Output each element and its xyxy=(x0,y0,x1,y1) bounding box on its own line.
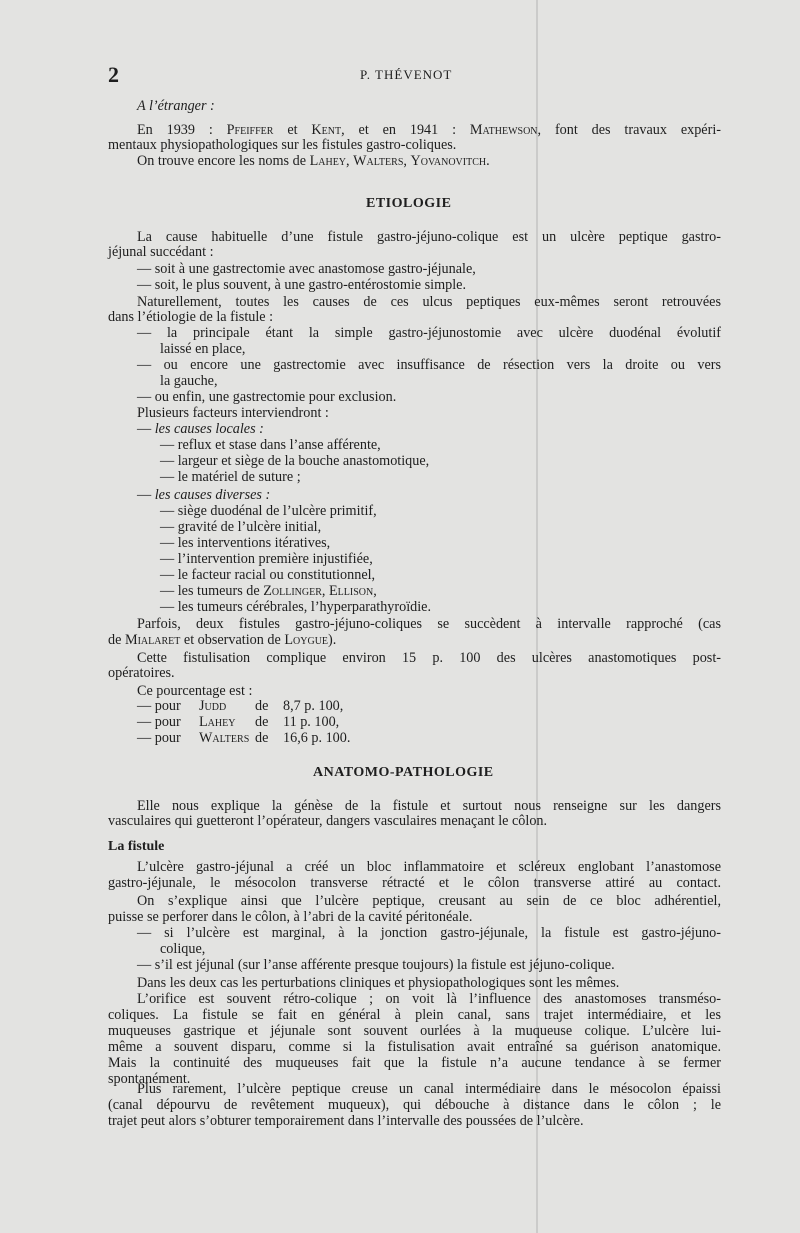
list-item: — siège duodénal de l’ulcère primitif, xyxy=(160,503,377,519)
paragraph-line: Mais la continuité des muqueuses fait que la fistule n’a aucune tendance à se fermer xyxy=(108,1055,721,1071)
list-item: — soit, le plus souvent, à une gastro-entérostomie simple. xyxy=(137,277,467,293)
list-item: — si l’ulcère est marginal, à la jonction gastro-jéjunale, la fistule est gastro-jéjuno- xyxy=(137,925,721,941)
section-heading-etiologie: ETIOLOGIE xyxy=(366,196,452,211)
page-number: 2 xyxy=(108,62,119,87)
intro-line: mentaux physiopathologiques sur les fistules gastro-coliques. xyxy=(108,137,457,153)
paragraph-line: jéjunal succédant : xyxy=(108,244,214,260)
paragraph-line: Parfois, deux fistules gastro-jéjuno-coliques se succèdent à intervalle rapproché (cas xyxy=(137,616,721,632)
paragraph-line: même a souvent disparu, comme si la fistulisation avait entraîné sa guérison anatomique. xyxy=(108,1039,721,1055)
list-item: — les tumeurs cérébrales, l’hyperparathyroïdie. xyxy=(160,599,432,615)
paragraph-line: de Mialaret et observation de Loygue). xyxy=(108,632,337,648)
paragraph-line: L’ulcère gastro-jéjunal a créé un bloc inflammatoire et scléreux englobant l’anastomose xyxy=(137,859,721,875)
list-item: colique, xyxy=(160,941,206,957)
paragraph-line: L’orifice est souvent rétro-colique ; on voit là l’influence des anastomoses transméso- xyxy=(137,991,721,1007)
paragraph-line: (canal dépourvu de revêtement muqueux), qui débouche à distance dans le côlon ; le xyxy=(108,1097,721,1113)
page-header xyxy=(108,62,722,88)
intro-line: En 1939 : Pfeiffer et Kent, et en 1941 : Mathewson, font des travaux expéri- xyxy=(137,122,721,138)
list-item: — largeur et siège de la bouche anastomotique, xyxy=(160,453,430,469)
paragraph-line: On s’explique ainsi que l’ulcère peptique, creusant au sein de ce bloc adhérentiel, xyxy=(137,893,721,909)
paragraph-line: La cause habituelle d’une fistule gastro-jéjuno-colique est un ulcère peptique gastro- xyxy=(137,229,721,245)
list-item: — soit à une gastrectomie avec anastomose gastro-jéjunale, xyxy=(137,261,476,277)
list-item: laissé en place, xyxy=(160,341,246,357)
paragraph-line: Ce pourcentage est : xyxy=(137,683,253,699)
list-item: — les causes locales : xyxy=(137,421,264,437)
list-item: — l’intervention première injustifiée, xyxy=(160,551,373,567)
list-item: — reflux et stase dans l’anse afférente, xyxy=(160,437,381,453)
list-item: — ou enfin, une gastrectomie pour exclusion. xyxy=(137,389,397,405)
paragraph-line: Plusieurs facteurs interviendront : xyxy=(137,405,329,421)
list-item: — gravité de l’ulcère initial, xyxy=(160,519,322,535)
paragraph-line: puisse se perforer dans le côlon, à l’abri de la cavité péritonéale. xyxy=(108,909,473,925)
paragraph-line: Dans les deux cas les perturbations cliniques et physiopathologiques sont les mêmes. xyxy=(137,975,620,991)
percentage-row: — pourLahey de 11 p. 100, xyxy=(137,714,340,730)
list-item: — les interventions itératives, xyxy=(160,535,331,551)
paragraph-line: muqueuses gastrique et jéjunale sont souvent ourlées à la muqueuse colique. L’ulcère lui- xyxy=(108,1023,721,1039)
list-item: — le facteur racial ou constitutionnel, xyxy=(160,567,376,583)
paragraph-line: spontanément. xyxy=(108,1071,191,1087)
running-head: P. THÉVENOT xyxy=(360,67,453,82)
list-item: — les causes diverses : xyxy=(137,487,271,503)
paragraph-line: vasculaires qui guetteront l’opérateur, dangers vasculaires menaçant le côlon. xyxy=(108,813,548,829)
paragraph-line: opératoires. xyxy=(108,665,175,681)
section-heading-anatomo-pathologie: ANATOMO-PATHOLOGIE xyxy=(313,765,494,780)
percentage-row: — pourWalters de 16,6 p. 100. xyxy=(137,730,351,746)
paragraph-line: Naturellement, toutes les causes de ces ulcus peptiques eux-mêmes seront retrouvées xyxy=(137,294,721,310)
list-item: — ou encore une gastrectomie avec insuffisance de résection vers la droite ou vers xyxy=(137,357,721,373)
paragraph-line: trajet peut alors s’obturer temporairement dans l’intervalle des poussées de l’ulcère. xyxy=(108,1113,584,1129)
paragraph-line: Elle nous explique la génèse de la fistule et surtout nous renseigne sur les dangers xyxy=(137,798,721,814)
intro-line: A l’étranger : xyxy=(137,98,215,114)
paragraph-line: Plus rarement, l’ulcère peptique creuse un canal intermédiaire dans le mésocolon épaissi xyxy=(137,1081,721,1097)
percentage-row: — pourJudd de 8,7 p. 100, xyxy=(137,698,344,714)
intro-line: On trouve encore les noms de Lahey, Walters, Yovanovitch. xyxy=(137,153,490,169)
list-item: — le matériel de suture ; xyxy=(160,469,301,485)
list-item: la gauche, xyxy=(160,373,218,389)
paragraph-line: coliques. La fistule se fait en général à plein canal, sans trajet intermédiaire, et les xyxy=(108,1007,721,1023)
list-item: — s’il est jéjunal (sur l’anse afférente presque toujours) la fistule est jéjuno-colique. xyxy=(137,957,615,973)
list-item: — la principale étant la simple gastro-jéjunostomie avec ulcère duodénal évolutif xyxy=(137,325,721,341)
list-item: — les tumeurs de Zollinger, Ellison, xyxy=(160,583,377,599)
subsection-heading-la-fistule: La fistule xyxy=(108,839,165,854)
paragraph-line: Cette fistulisation complique environ 15 p. 100 des ulcères anastomotiques post- xyxy=(137,650,721,666)
paragraph-line: gastro-jéjunale, le mésocolon transverse rétracté et le côlon transverse attiré au contact. xyxy=(108,875,721,891)
paragraph-line: dans l’étiologie de la fistule : xyxy=(108,309,274,325)
